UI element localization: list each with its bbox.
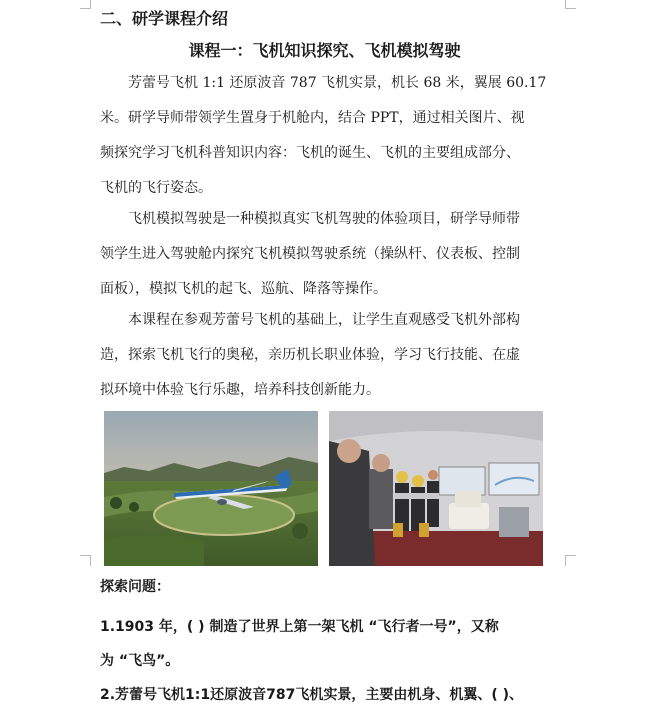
course-title: 课程一：飞机知识探究、飞机模拟驾驶 — [188, 41, 461, 60]
paragraph-line: 面板），模拟飞机的起飞、巡航、降落等操作。 — [100, 281, 387, 297]
paragraph-course-goal — [100, 303, 550, 408]
paragraph-line: 领学生进入驾驶舱内探究飞机模拟驾驶系统（操纵杆、仪表板、控制 — [100, 246, 520, 262]
crop-mark-bottom-right — [565, 555, 576, 566]
paragraph-line: 频探究学习飞机科普知识内容：飞机的诞生、飞机的主要组成部分、 — [100, 145, 520, 161]
question-line: 2.芳蕾号飞机1:1还原波音787飞机实景，主要由机身、机翼、( )、 — [100, 687, 524, 703]
cockpit-simulator-photo — [329, 411, 543, 566]
paragraph-line: 米。研学导师带领学生置身于机舱内，结合 PPT，通过相关图片、视 — [100, 110, 525, 126]
crop-mark-bottom-left — [80, 555, 91, 566]
question-line: 1.1903 年，( ) 制造了世界上第一架飞机 “飞行者一号”，又称 — [100, 619, 499, 635]
crop-mark-top-right — [565, 0, 576, 9]
paragraph-line: 飞机的飞行姿态。 — [100, 180, 212, 196]
paragraph-line: 芳蕾号飞机 1:1 还原波音 787 飞机实景，机长 68 米，翼展 60.17 — [128, 75, 547, 91]
section-heading: 二、研学课程介绍 — [100, 9, 229, 28]
paragraph-line: 拟环境中体验飞行乐趣，培养科技创新能力。 — [100, 382, 380, 398]
paragraph-line: 造，探索飞机飞行的奥秘，亲历机长职业体验，学习飞行技能、在虚 — [100, 347, 520, 363]
questions-title: 探索问题： — [100, 579, 170, 595]
paragraph-line: 飞机模拟驾驶是一种模拟真实飞机驾驶的体验项目，研学导师带 — [128, 211, 520, 227]
paragraph-simulator — [100, 202, 550, 307]
question-line: 为 “飞鸟”。 — [100, 653, 180, 669]
airplane-exterior-photo — [104, 411, 318, 566]
paragraph-intro — [100, 66, 550, 206]
paragraph-line: 本课程在参观芳蕾号飞机的基础上，让学生直观感受飞机外部构 — [128, 312, 520, 328]
crop-mark-top-left — [80, 0, 91, 9]
